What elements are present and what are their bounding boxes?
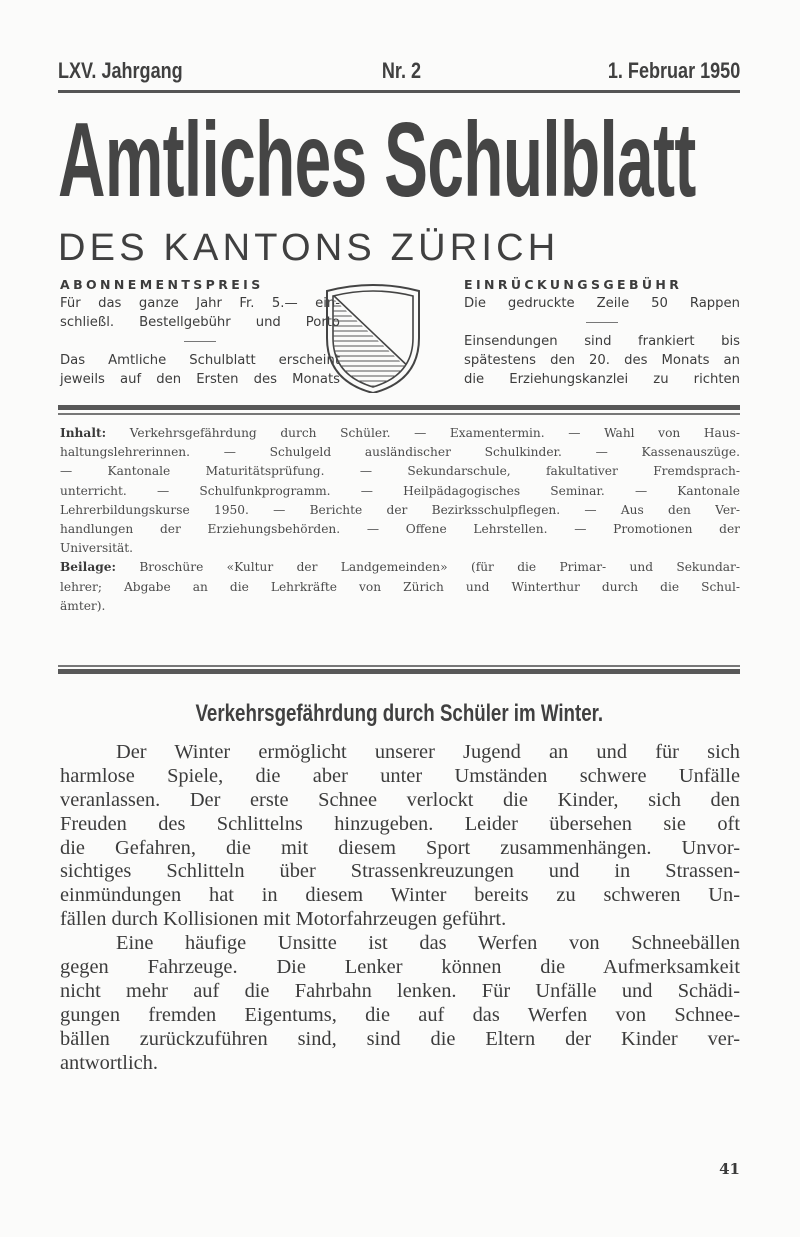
subscription-line: schließl. Bestellgebühr und Porto — [60, 315, 340, 330]
table-of-contents — [60, 424, 740, 616]
contents-line: unterricht. — Schulfunkprogramm. — Heilpädagogisches Seminar. — Kantonale — [60, 483, 740, 498]
beilage-label: Beilage: — [60, 560, 116, 575]
paragraph-line: sichtiges Schlitteln über Strassenkreuzungen und in Strassen- — [60, 860, 740, 883]
beilage-line: ämter). — [60, 598, 106, 613]
paragraph-line: gungen fremden Eigentums, die auf das Werfen von Schnee- — [60, 1003, 740, 1026]
submission-note: spätestens den 20. des Monats an — [464, 353, 740, 368]
article-body — [60, 741, 740, 1075]
paragraph-line: fällen durch Kollisionen mit Motorfahrzeugen geführt. — [60, 908, 507, 931]
paragraph-line: gegen Fahrzeuge. Die Lenker können die Aufmerksamkeit — [60, 956, 740, 979]
paragraph-line: veranlassen. Der erste Schnee verlockt die Kinder, sich den — [60, 788, 740, 811]
contents-line: haltungslehrerinnen. — Schulgeld ausländischer Schulkinder. — Kassenauszüge. — [60, 445, 740, 460]
paragraph-line: bällen zurückzuführen sind, sind die Eltern der Kinder ver- — [60, 1027, 740, 1050]
section-rule-thin — [58, 413, 740, 415]
volume-label: LXV. Jahrgang — [58, 58, 183, 83]
contents-line: Lehrerbildungskurse 1950. — Berichte der Bezirksschulpflegen. — Aus den Ver- — [60, 502, 740, 517]
beilage-line: Beilage: Broschüre «Kultur der Landgemeinden» (für die Primar- und Sekundar- — [60, 560, 740, 575]
article-title: Verkehrsgefährdung durch Schüler im Winter. — [195, 700, 603, 727]
paragraph-line: einmündungen hat in diesem Winter bereits zu schweren Un- — [60, 884, 740, 907]
paragraph-line: nicht mehr auf die Fahrbahn lenken. Für Unfälle und Schädi- — [60, 979, 740, 1002]
issue-number: Nr. 2 — [381, 58, 422, 83]
divider — [586, 322, 618, 323]
subscription-line: Für das ganze Jahr Fr. 5.— ein- — [60, 296, 340, 311]
contents-line: — Kantonale Maturitätsprüfung. — Sekundarschule, fakultativer Fremdsprach- — [60, 464, 740, 479]
insertion-fee-info — [464, 275, 740, 389]
issue-date: 1. Februar 1950 — [607, 58, 741, 83]
section-rule-thin — [58, 665, 740, 667]
paragraph-line: Freuden des Schlittelns hinzugeben. Leider übersehen sie oft — [60, 812, 740, 835]
paragraph-line: Eine häufige Unsitte ist das Werfen von Schneebällen — [116, 932, 740, 955]
issue-line — [58, 58, 740, 86]
masthead-subtitle: DES KANTONS ZÜRICH — [58, 227, 560, 269]
section-rule-thick — [58, 405, 740, 410]
header-rule — [58, 90, 740, 93]
submission-note: Einsendungen sind frankiert bis — [464, 334, 740, 349]
page-number: 41 — [719, 1160, 740, 1178]
masthead-title: Amtliches Schulblatt — [58, 101, 696, 219]
submission-note: die Erziehungskanzlei zu richten — [464, 372, 740, 387]
insertion-fee-line: Die gedruckte Zeile 50 Rappen — [464, 296, 740, 311]
contents-line: handlungen der Erziehungsbehörden. — Offene Lehrstellen. — Promotionen der — [60, 521, 740, 536]
zurich-crest-icon — [323, 283, 423, 393]
insertion-fee-heading: EINRÜCKUNGSGEBÜHR — [464, 277, 683, 292]
divider — [184, 341, 216, 342]
publication-note: jeweils auf den Ersten des Monats — [60, 372, 340, 387]
subscription-heading: ABONNEMENTSPREIS — [60, 277, 264, 292]
contents-line: Universität. — [60, 541, 134, 556]
paragraph-line: harmlose Spiele, die aber unter Umständen schwere Unfälle — [60, 764, 740, 787]
section-rule-thick — [58, 669, 740, 674]
paragraph-line: die Gefahren, die mit diesem Sport zusammenhängen. Unvor- — [60, 836, 740, 859]
beilage-line: lehrer; Abgabe an die Lehrkräfte von Zürich und Winterthur durch die Schul- — [60, 579, 740, 594]
subscription-info — [60, 275, 340, 389]
paragraph-line: Der Winter ermöglicht unserer Jugend an und für sich — [116, 741, 740, 763]
contents-line: Inhalt: Verkehrsgefährdung durch Schüler. — Examentermin. — Wahl von Haus- — [60, 426, 740, 440]
inhalt-label: Inhalt: — [60, 426, 107, 440]
publication-note: Das Amtliche Schulblatt erscheint — [60, 353, 340, 368]
paragraph-line: antwortlich. — [60, 1051, 158, 1074]
